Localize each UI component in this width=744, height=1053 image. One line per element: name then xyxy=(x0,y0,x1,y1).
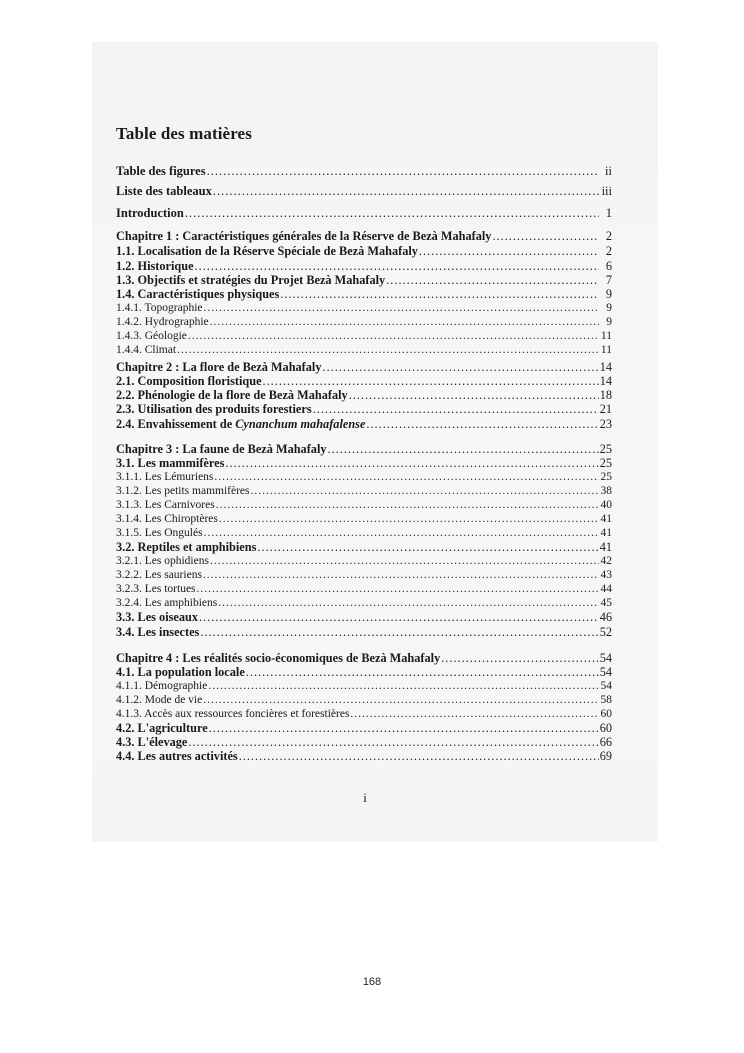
dot-leader xyxy=(280,287,599,301)
dot-leader xyxy=(263,374,599,388)
dot-leader xyxy=(199,610,599,624)
dot-leader xyxy=(225,456,598,470)
dot-leader xyxy=(386,273,599,287)
dot-leader xyxy=(204,301,600,315)
dot-leader xyxy=(419,244,599,258)
toc-entry-page: 60 xyxy=(600,708,612,720)
dot-leader xyxy=(203,568,599,582)
toc-entry-title: 3.1.5. Les Ongulés xyxy=(116,527,203,539)
toc-entry-page: 9 xyxy=(605,287,612,301)
dot-leader xyxy=(214,470,599,484)
dot-leader xyxy=(216,498,599,512)
toc-entry xyxy=(116,540,612,554)
toc-entry-page: 41 xyxy=(600,513,612,525)
toc-entry-page: 38 xyxy=(600,485,612,497)
toc-entry-page: 25 xyxy=(600,471,612,483)
toc-entry xyxy=(116,388,612,402)
toc-entry-title: 4.1.1. Démographie xyxy=(116,680,208,692)
toc-entry-page: 42 xyxy=(600,555,612,567)
toc-entry-title: 1.4.1. Topographie xyxy=(116,302,203,314)
dot-leader xyxy=(188,329,599,343)
toc-entry xyxy=(116,512,612,526)
toc-entry-title: 1.4.2. Hydrographie xyxy=(116,316,209,328)
dot-leader xyxy=(441,651,598,665)
roman-page-number: i xyxy=(363,790,367,805)
toc-entry xyxy=(116,206,612,220)
toc-entry-page: 54 xyxy=(599,651,612,665)
toc-entry-page: 14 xyxy=(599,374,612,388)
toc-entry-page: 18 xyxy=(599,388,612,402)
toc-entry-page: 11 xyxy=(600,330,612,342)
toc-entry xyxy=(116,582,612,596)
toc-entry-page: 58 xyxy=(600,694,612,706)
toc-entry-page: 60 xyxy=(599,721,612,735)
toc-entry-title: 4.1. La population locale xyxy=(116,665,245,679)
dot-leader xyxy=(246,665,599,679)
toc-entry-page: 23 xyxy=(599,417,612,431)
toc-entry-page: 2 xyxy=(605,229,612,243)
dot-leader xyxy=(323,360,599,374)
toc-entry-page: 43 xyxy=(600,569,612,581)
dot-leader xyxy=(213,184,599,198)
toc-entry xyxy=(116,526,612,540)
toc-entry-title: 4.4. Les autres activités xyxy=(116,749,238,763)
toc-entry xyxy=(116,735,612,749)
toc-entry xyxy=(116,456,612,470)
toc-entry-page: 66 xyxy=(599,735,612,749)
toc-entry-title: 3.3. Les oiseaux xyxy=(116,610,198,624)
toc-entry xyxy=(116,259,612,273)
dot-leader xyxy=(492,229,599,243)
toc-entry xyxy=(116,470,612,484)
toc-entry-page: 14 xyxy=(599,360,612,374)
toc-entry xyxy=(116,164,612,178)
toc-entry xyxy=(116,625,612,639)
toc-entry-title: 3.2.1. Les ophidiens xyxy=(116,555,209,567)
toc-entry-page: 11 xyxy=(600,344,612,356)
toc-entry-page: 54 xyxy=(600,680,612,692)
footer-page-number: 168 xyxy=(362,976,382,988)
toc-entry xyxy=(116,665,612,679)
toc-entry xyxy=(116,693,612,707)
toc-entry-page: 1 xyxy=(605,206,612,220)
toc-entry xyxy=(116,360,612,374)
toc-entry-title: Chapitre 2 : La flore de Bezà Mahafaly xyxy=(116,360,322,374)
toc-entry xyxy=(116,329,612,343)
dot-leader xyxy=(200,625,598,639)
toc-entry xyxy=(116,343,612,357)
toc-entry-title: 4.3. L'élevage xyxy=(116,735,188,749)
toc-entry-page: 40 xyxy=(600,499,612,511)
toc-entry xyxy=(116,184,612,198)
toc-entry-title: 1.3. Objectifs et stratégies du Projet Bezà Mahafaly xyxy=(116,273,386,287)
toc-entry-title: 1.4.3. Géologie xyxy=(116,330,187,342)
toc-entry-title: 1.2. Historique xyxy=(116,259,194,273)
toc-entry-title: 3.1. Les mammifères xyxy=(116,456,225,470)
toc-entry xyxy=(116,498,612,512)
toc-entry-page: 2 xyxy=(605,244,612,258)
dot-leader xyxy=(207,164,599,178)
toc-entry xyxy=(116,442,612,456)
toc-entry-title: 1.4.4. Climat xyxy=(116,344,177,356)
dot-leader xyxy=(188,735,598,749)
toc-entry xyxy=(116,273,612,287)
toc-entry-page: 7 xyxy=(605,273,612,287)
toc-entry-title: 3.2. Reptiles et amphibiens xyxy=(116,540,257,554)
toc-entry-title: 2.1. Composition floristique xyxy=(116,374,262,388)
toc-entry xyxy=(116,229,612,243)
toc-entry xyxy=(116,610,612,624)
toc-entry-title: 4.1.3. Accès aux ressources foncières et forestières xyxy=(116,708,350,720)
toc-entry xyxy=(116,374,612,388)
toc-entry xyxy=(116,596,612,610)
toc-entry-page: 44 xyxy=(600,583,612,595)
toc-entry xyxy=(116,679,612,693)
toc-entry xyxy=(116,244,612,258)
toc-entry-title: 3.2.3. Les tortues xyxy=(116,583,196,595)
toc-entry-title: 3.2.2. Les sauriens xyxy=(116,569,202,581)
dot-leader xyxy=(197,582,599,596)
toc-entry-title: 3.1.1. Les Lémuriens xyxy=(116,471,214,483)
dot-leader xyxy=(218,596,599,610)
dot-leader xyxy=(203,693,599,707)
dot-leader xyxy=(208,679,599,693)
toc-entry xyxy=(116,651,612,665)
dot-leader xyxy=(204,526,599,540)
dot-leader xyxy=(251,484,600,498)
dot-leader xyxy=(195,259,599,273)
toc-entry-title: Chapitre 1 : Caractéristiques générales de la Réserve de Bezà Mahafaly xyxy=(116,229,492,243)
toc-entry-title: 4.2. L'agriculture xyxy=(116,721,208,735)
toc-entry-page: ii xyxy=(605,164,612,178)
toc-entry-title: 3.2.4. Les amphibiens xyxy=(116,597,218,609)
dot-leader xyxy=(349,388,599,402)
dot-leader xyxy=(239,749,599,763)
toc-entry-title: Table des figures xyxy=(116,164,206,178)
dot-leader xyxy=(257,540,598,554)
toc-entry xyxy=(116,402,612,416)
toc-entry xyxy=(116,554,612,568)
toc-entry-title: 2.3. Utilisation des produits forestiers xyxy=(116,402,312,416)
dot-leader xyxy=(177,343,599,357)
toc-entry xyxy=(116,301,612,315)
toc-entry-title: 3.1.2. Les petits mammifères xyxy=(116,485,250,497)
toc-entry-title: 3.1.3. Les Carnivores xyxy=(116,499,215,511)
toc-entry-title: Liste des tableaux xyxy=(116,184,212,198)
toc-entry-title: Chapitre 3 : La faune de Bezà Mahafaly xyxy=(116,442,327,456)
toc-entry xyxy=(116,417,612,431)
toc-title: Table des matières xyxy=(116,124,252,143)
toc-entry-title: Introduction xyxy=(116,206,184,220)
toc-entry-page: 25 xyxy=(599,456,612,470)
toc-entry xyxy=(116,707,612,721)
toc-entry xyxy=(116,749,612,763)
toc-entry-page: 69 xyxy=(599,749,612,763)
dot-leader xyxy=(209,721,599,735)
dot-leader xyxy=(328,442,599,456)
toc-entry xyxy=(116,568,612,582)
toc-entry-page: 21 xyxy=(599,402,612,416)
dot-leader xyxy=(210,315,599,329)
dot-leader xyxy=(350,707,599,721)
toc-entry-title: Chapitre 4 : Les réalités socio-économiques de Bezà Mahafaly xyxy=(116,651,441,665)
toc-entry xyxy=(116,721,612,735)
dot-leader xyxy=(219,512,599,526)
dot-leader xyxy=(313,402,599,416)
toc-entry-page: 41 xyxy=(600,527,612,539)
toc-entry-page: 9 xyxy=(606,316,612,328)
toc-entry-page: 45 xyxy=(600,597,612,609)
toc-entry xyxy=(116,484,612,498)
dot-leader xyxy=(366,417,598,431)
toc-entry-page: 54 xyxy=(599,665,612,679)
dot-leader xyxy=(185,206,599,220)
toc-entry xyxy=(116,287,612,301)
toc-entry-title: 3.1.4. Les Chiroptères xyxy=(116,513,218,525)
toc-entry-title: 3.4. Les insectes xyxy=(116,625,200,639)
toc-entry-title: 2.4. Envahissement de Cynanchum mahafalense xyxy=(116,417,366,431)
toc-entry-page: 9 xyxy=(606,302,612,314)
toc-entry-title: 2.2. Phénologie de la flore de Bezà Mahafaly xyxy=(116,388,348,402)
toc-entry-page: 52 xyxy=(599,625,612,639)
toc-entry-page: iii xyxy=(601,184,612,198)
toc-entry-title: 1.4. Caractéristiques physiques xyxy=(116,287,280,301)
dot-leader xyxy=(210,554,599,568)
toc-entry-title: 4.1.2. Mode de vie xyxy=(116,694,203,706)
toc-entry-page: 41 xyxy=(599,540,612,554)
toc-entry-page: 25 xyxy=(599,442,612,456)
toc-entry-page: 6 xyxy=(605,259,612,273)
toc-entry-title: 1.1. Localisation de la Réserve Spéciale de Bezà Mahafaly xyxy=(116,244,418,258)
toc-entry xyxy=(116,315,612,329)
toc-entry-page: 46 xyxy=(599,610,612,624)
